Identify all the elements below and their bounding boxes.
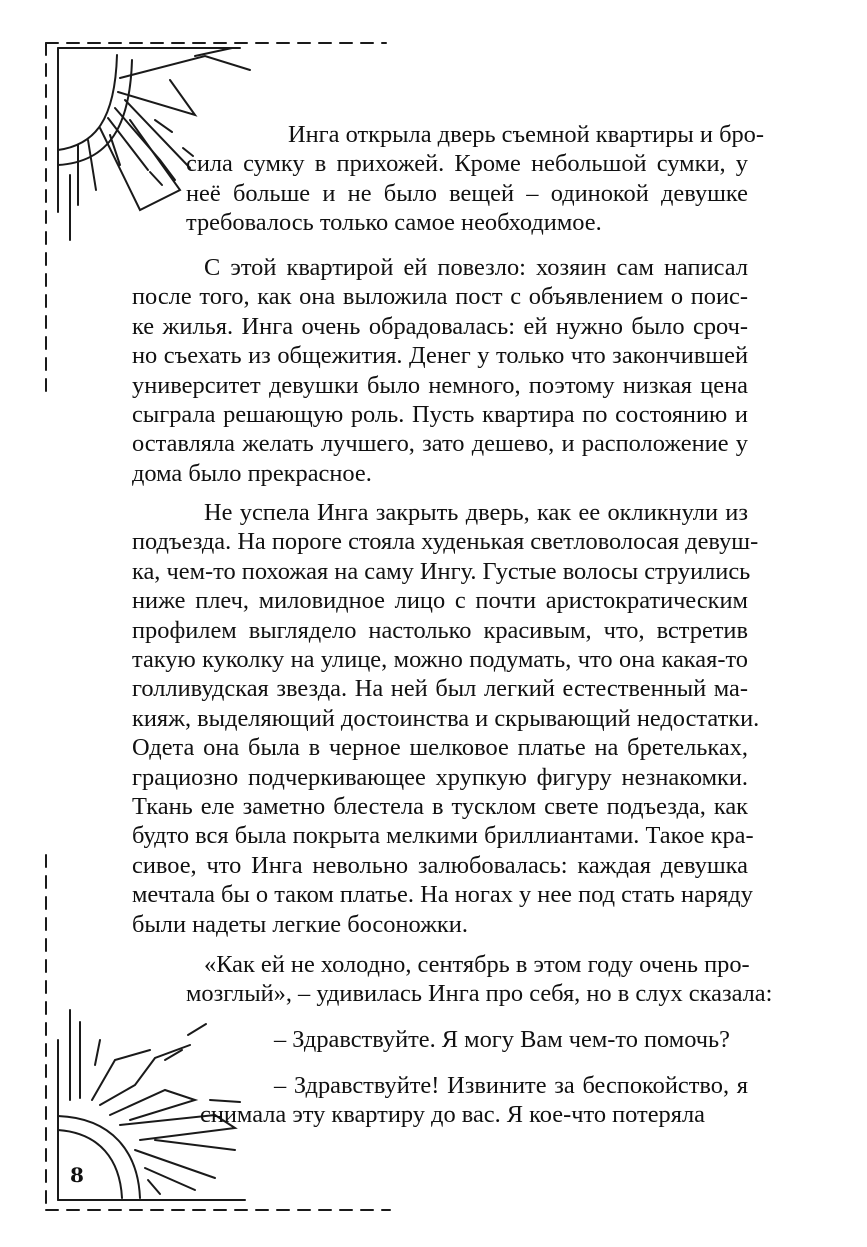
text-line: такую куколку на улице, можно подумать, что она какая-то	[132, 646, 748, 674]
text-line: грациозно подчеркивающее хрупкую фигуру незнакомки.	[132, 763, 748, 791]
text-line: профилем выглядело настолько красивым, что, встретив	[132, 616, 748, 644]
text-line: С этой квартирой ей повезло: хозяин сам написал	[204, 254, 748, 281]
text-line: университет девушки было немного, поэтому низкая цена	[132, 371, 748, 399]
text-line: ке жилья. Инга очень обрадовалась: ей нужно было сроч-	[132, 312, 748, 340]
text-line: Ткань еле заметно блестела в тусклом свете подъезда, как	[132, 793, 748, 821]
text-line: мечтала бы о таком платье. На ногах у нее под стать наряду	[132, 881, 753, 909]
page-number: 8	[70, 1163, 84, 1187]
paragraph-6	[200, 1071, 748, 1130]
text-line: были надеты легкие босоножки.	[132, 910, 468, 938]
text-line: будто вся была покрыта мелкими бриллиантами. Такое кра-	[132, 822, 754, 850]
text-line: мозглый», – удивилась Инга про себя, но в слух сказала:	[186, 980, 773, 1008]
text-line: оставляла желать лучшего, зато дешево, и расположение у	[132, 430, 748, 458]
text-line: но съехать из общежития. Денег у только что закончившей	[132, 342, 748, 370]
text-line: – Здравствуйте. Я могу Вам чем-то помочь?	[274, 1026, 731, 1053]
text-line: подъезда. На пороге стояла худенькая светловолосая девуш-	[132, 528, 759, 556]
text-line: после того, как она выложила пост с объявлением о поис-	[132, 283, 748, 311]
text-line: голливудская звезда. На ней был легкий естественный ма-	[132, 675, 748, 703]
text-line: требовалось только самое необходимое.	[186, 209, 602, 237]
text-line: кияж, выделяющий достоинства и скрывающий недостатки.	[132, 704, 760, 732]
paragraph-2	[132, 253, 748, 488]
text-line: Не успела Инга закрыть дверь, как ее окликнули из	[204, 499, 748, 526]
text-line: – Здравствуйте! Извините за беспокойство, я	[274, 1072, 748, 1099]
text-line: снимала эту квартиру до вас. Я кое-что потеряла	[200, 1101, 705, 1129]
paragraph-1	[186, 120, 764, 238]
text-line: «Как ей не холодно, сентябрь в этом году очень про-	[204, 951, 750, 978]
text-line: сивое, что Инга невольно залюбовалась: каждая девушка	[132, 851, 748, 879]
text-line: Одета она была в черное шелковое платье на бретельках,	[132, 734, 748, 762]
text-line: сила сумку в прихожей. Кроме небольшой сумки, у	[186, 150, 748, 178]
paragraph-3	[132, 498, 760, 939]
text-line: дома было прекрасное.	[132, 459, 372, 487]
text-line: ниже плеч, миловидное лицо с почти аристократическим	[132, 587, 748, 615]
text-line: неё больше и не было вещей – одинокой девушке	[186, 179, 748, 207]
text-line: сыграла решающую роль. Пусть квартира по состоянию и	[132, 401, 748, 429]
text-line: Инга открыла дверь съемной квартиры и бро-	[288, 121, 764, 148]
paragraph-4	[186, 950, 773, 1009]
paragraph-5	[262, 1025, 748, 1054]
text-line: ка, чем-то похожая на саму Ингу. Густые волосы струились	[132, 557, 751, 585]
